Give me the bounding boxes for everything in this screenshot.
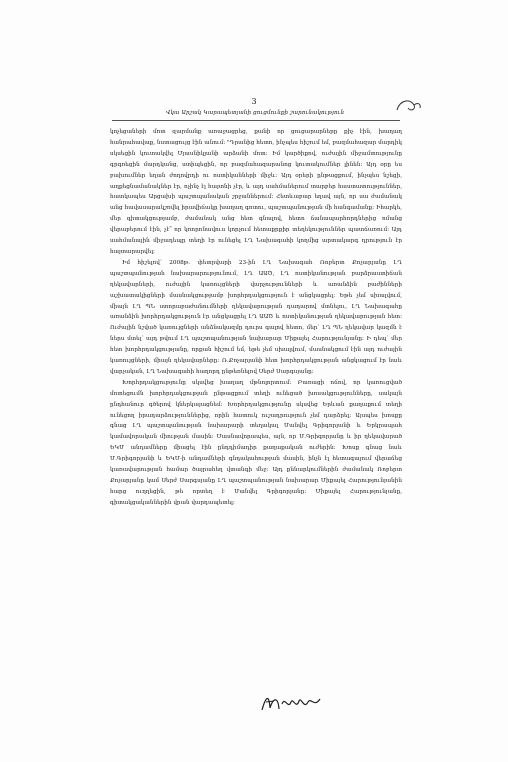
- paragraph: Իմ հիշելով՝ 2008թ. փետրվարի 23-ին ԼՂ Նախագահ Ռոբերտ Քոչարյանը ԼՂ պաշտպանության նախարարությունում, ԼՂ ԱԱԾ, ԼՂ ոստիկանության բարձրաստիճան ղեկավարների, ուժային կառույցների վարչությունների և առանձին բաժինների աշխատակիցների մասնակցությամբ խորհրդակցություն է անցկացրել: Եթե չեմ սխալվում, միայն ԼՂ ՊՆ ստորաբաժանումների ղեկավարության դադարով մտնելու, ԼՂ Նախագահը առանձին խորհրդակցություն էր անցկացրել ԼՂ ԱԱԾ և ոստիկանության ղեկավարության հետ: Ուժային նշված կառույցների անձնակազմը դուրս գալով հետո, մեր՝ ԼՂ ՊՆ ղեկավար կազմն է ներս մտել՝ այդ թվում ԼՂ պաշտպանության նախարար Միքայել Հարությունյանը: Ի դեպ՝ մեր հետ խորհրդակցությանը, որքան հիշում եմ, եթե չեմ սխալվում, մասնակցում էին այդ ուժային կառույցների, միայն ղեկավարները: Ռ.Քոչարյանի հետ խորհրդակցության անցկացում էր նաև վարչական, ԼՂ Նախագահի հաղորդ ընթեռնելով Սերժ Սարգսյանը:: [110, 259, 402, 375]
- document-body: [110, 127, 402, 509]
- paragraph: կոչեցաների մոտ զարմանք առաջացրեց, քանի որ ցուցարարները քիչ էին, խաղաղ հանրահավաք, նստացույց էին անում: "Դրանից հետո, ինչպես հիշում եմ, բազմահազար մարդիկ սկսեցին կուտակվել Մյասնիկյանի արձանի մոտ: Իմ կարծիքով, ուժային միջամտությունը գրգռեցին մարդկանց, ստիպեցին, որ բազմահազարանոց կուտակումներ լինեն: Այդ օրը ես բախումներ եղան ժողովրդի ու ոստիկանների միջև: Այդ օրերի ընթացքում, ինչպես նշեցի, աղքեցնամանակներ էր, ոչինչ էլ հայտնի չէր, և այդ սահմաներում տարբեր հաստատություններ, հատկապես Արցախի պաշտպանական շրջաններում: Հետևաբար եղավ այն, որ սա ժամանակ անց հավասարակշռվել իրավիճակը խաղաղ գոտու, պաշտպանության մի հանգամանք: Իհարկե, մեր գիտակցությամբ, ժամանակ անց հետ գնալով, հետո ճանապարհորդներից ոմանց վերաբերում էին, չէ՞ որ կոորոնավուս կորչում հետաքրքիր տեղեկություններ պատճառում: Այդ սահմանային միջադեպը տեղի էր ունեցել ԼՂ Նախագահի կողմից արտակարգ դրություն էր հայտարարվել:: [110, 129, 402, 255]
- paragraph: Խորհրդակցությունը սկսվեց խաղաղ մթնոլորտում: Բառացի ոճով, որ կառուցված մոտեցումն խորհրդակցության ընթացքում տեղի ունեցած խոսակցությունները, սակայն ընդհանուր գծերով կներկայացնեմ: Խորհրդակցությունը սկսվեց Երևան քաղաքում տեղի ունեցող իրադարձություններից, որին հատուկ ուշադրություն չեմ դարձրել: Այսպես խոսքը գնաց ԼՂ պաշտպանության նախարարի տեղակալ Մանվել Գրիգորյանի և Երկրապահ կամավորական միության մասին: Մասնավորապես, այն, որ Մ.Գրիգորյանը և իր ղեկավարած ԵԿՄ անդամները միացել էին ընդդիմադիր քաղաքական ուժերին: Խոսք գնաց նաև Մ.Գրիգորյանի և ԵԿՄ-ի անդամների գնդակահության մասին, ինչն էլ հետագայում վերաճեց կառավարության համար ծայրահեղ վտանգի մեջ: Այդ քննարկումներին ժամանակ Ռոբերտ Քոչարյանը կամ Սերժ Սարգսյանը ԼՂ պաշտպանության նախարար Միքայել Հարությունյանին հարց ուղղեցին, թե որտեղ է Մանվել Գրիգորյանը: Միքայել Հարությունյանը, գիտակցականներին վրան վարդապետել:: [110, 379, 402, 506]
- header-divider: [112, 120, 400, 121]
- page-header-title: Վկա Արշակ Կարապետյանի ցուցմունքի շարունակություն: [165, 110, 345, 116]
- page-number: 3: [251, 97, 257, 106]
- handwritten-signature: [258, 690, 324, 716]
